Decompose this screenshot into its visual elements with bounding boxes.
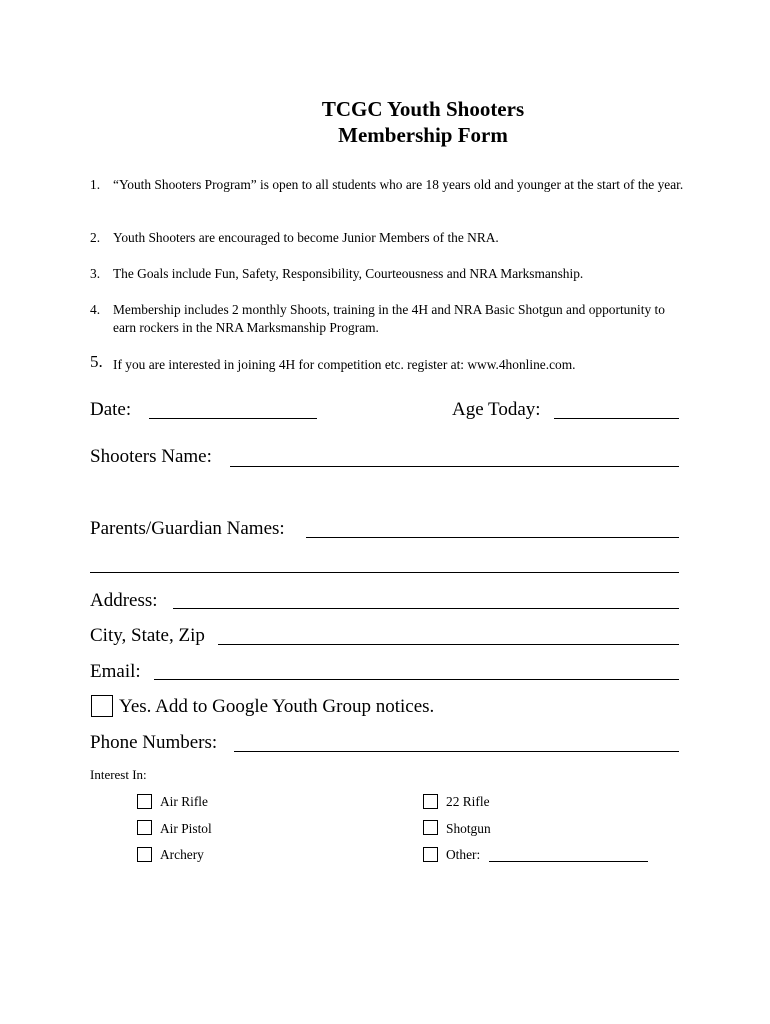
air-rifle-label: Air Rifle (160, 794, 208, 809)
info-list-item-5 (90, 352, 710, 374)
info-list-number: 3. (90, 266, 101, 281)
info-list-item-4 (90, 301, 670, 337)
shooter-name-label: Shooters Name: (90, 446, 212, 467)
info-list-number: 5. (90, 352, 103, 371)
date-field[interactable] (149, 418, 317, 419)
interest-heading: Interest In: (90, 767, 147, 782)
info-list-text: “Youth Shooters Program” is open to all students who are 18 years old and younger at the start of the year. (113, 177, 684, 192)
address-label: Address: (90, 590, 158, 611)
shotgun-label: Shotgun (446, 821, 491, 836)
info-list-item-1 (90, 176, 710, 194)
info-list-number: 1. (90, 177, 101, 192)
info-list-text: Membership includes 2 monthly Shoots, training in the 4H and NRA Basic Shotgun and opportunity to earn rockers in the NRA Marksmanship Program. (113, 302, 665, 335)
air-pistol-label: Air Pistol (160, 821, 212, 836)
archery-label: Archery (160, 847, 204, 862)
shotgun-checkbox[interactable] (423, 820, 438, 835)
shooter-name-field[interactable] (230, 466, 679, 467)
google-notices-label: Yes. Add to Google Youth Group notices. (119, 696, 435, 717)
email-label: Email: (90, 661, 141, 682)
info-list-text: Youth Shooters are encouraged to become Junior Members of the NRA. (113, 230, 499, 245)
info-list-text: If you are interested in joining 4H for competition etc. register at: www.4honline.com. (113, 357, 576, 372)
age-today-field[interactable] (554, 418, 679, 419)
form-title-line2: Membership Form (338, 123, 508, 147)
22-rifle-checkbox[interactable] (423, 794, 438, 809)
date-label: Date: (90, 399, 132, 420)
parents-guardian-field-line2[interactable] (90, 572, 679, 573)
google-notices-checkbox[interactable] (91, 695, 113, 717)
parents-guardian-label: Parents/Guardian Names: (90, 518, 285, 539)
air-rifle-checkbox[interactable] (137, 794, 152, 809)
age-today-label: Age Today: (452, 399, 541, 420)
info-list-item-3 (90, 265, 710, 283)
air-pistol-checkbox[interactable] (137, 820, 152, 835)
city-state-zip-field[interactable] (218, 644, 679, 645)
archery-checkbox[interactable] (137, 847, 152, 862)
other-field[interactable] (489, 861, 648, 862)
phone-numbers-field[interactable] (234, 751, 679, 752)
email-field[interactable] (154, 679, 679, 680)
other-label: Other: (446, 847, 481, 862)
info-list-number: 4. (90, 302, 101, 317)
city-state-zip-label: City, State, Zip (90, 625, 205, 646)
other-checkbox[interactable] (423, 847, 438, 862)
parents-guardian-field[interactable] (306, 537, 679, 538)
22-rifle-label: 22 Rifle (446, 794, 490, 809)
info-list-text: The Goals include Fun, Safety, Responsibility, Courteousness and NRA Marksmanship. (113, 266, 584, 281)
address-field[interactable] (173, 608, 679, 609)
phone-numbers-label: Phone Numbers: (90, 732, 218, 753)
form-title-line1: TCGC Youth Shooters (321, 97, 525, 121)
info-list-number: 2. (90, 230, 101, 245)
info-list-item-2 (90, 229, 710, 247)
